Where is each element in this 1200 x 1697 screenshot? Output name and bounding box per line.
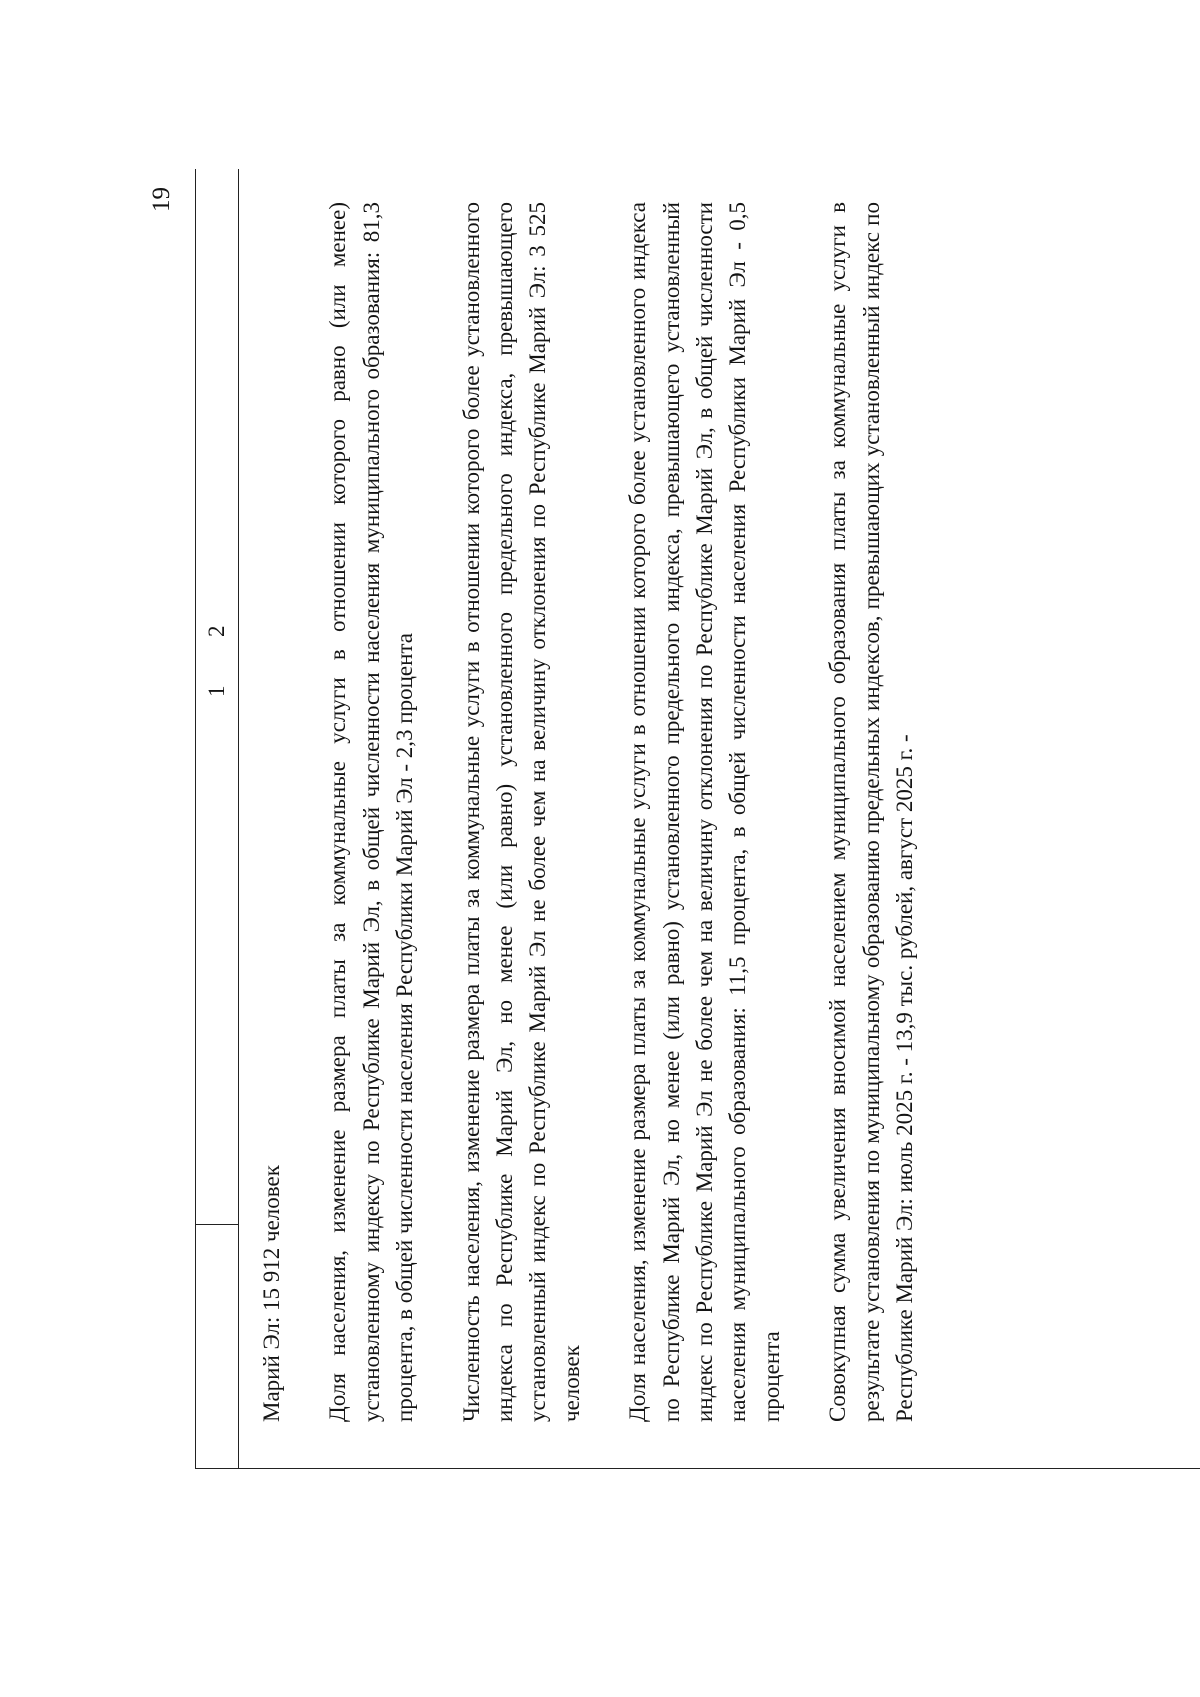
table-top-border <box>195 169 196 1469</box>
table-body <box>255 202 955 1422</box>
table-row: Совокупная сумма увеличения вносимой населением муниципального образования платы за коммунальные услуги в результате установления по муниципальному образованию предельных индексов, превышающих установленный индекс по Республике Марий Эл: июль 2025 г. - 13,9 тыс. рублей, август 2025 г. - <box>825 202 918 1422</box>
table-left-border <box>195 1468 1200 1469</box>
table-row: Доля населения, изменение размера платы за коммунальные услуги в отношении которого более установленного индекса по Республике Марий Эл, но менее (или равно) установленного предельного индекса, превышающего установленный индекс по Республике Марий Эл не более чем на величину отклонения по Республике Марий Эл, в общей численности населения муниципального образования: 11,5 процента, в общей численности населения Республики Марий Эл - 0,5 процента <box>625 202 784 1422</box>
table-row: Доля населения, изменение размера платы за коммунальные услуги в отношении которого равно (или менее) установленному индексу по Республике Марий Эл, в общей численности населения муниципального образования: 81,3 процента, в общей численности населения Республики Марий Эл - 2,3 процента <box>325 202 418 1422</box>
table-header-divider <box>238 169 239 1469</box>
column-header-2: 2 <box>204 625 229 637</box>
table-row: Численность населения, изменение размера платы за коммунальные услуги в отношении которого более установленного индекса по Республике Марий Эл, но менее (или равно) установленного предельного индекса, превышающего установленный индекс по Республике Марий Эл не более чем на величину отклонения по Республике Марий Эл: 3 525 человек <box>458 202 584 1422</box>
table-column-divider <box>195 1224 239 1225</box>
table-row: Марий Эл: 15 912 человек <box>259 1165 284 1422</box>
column-header-1: 1 <box>204 685 229 697</box>
page-number: 19 <box>148 187 175 212</box>
